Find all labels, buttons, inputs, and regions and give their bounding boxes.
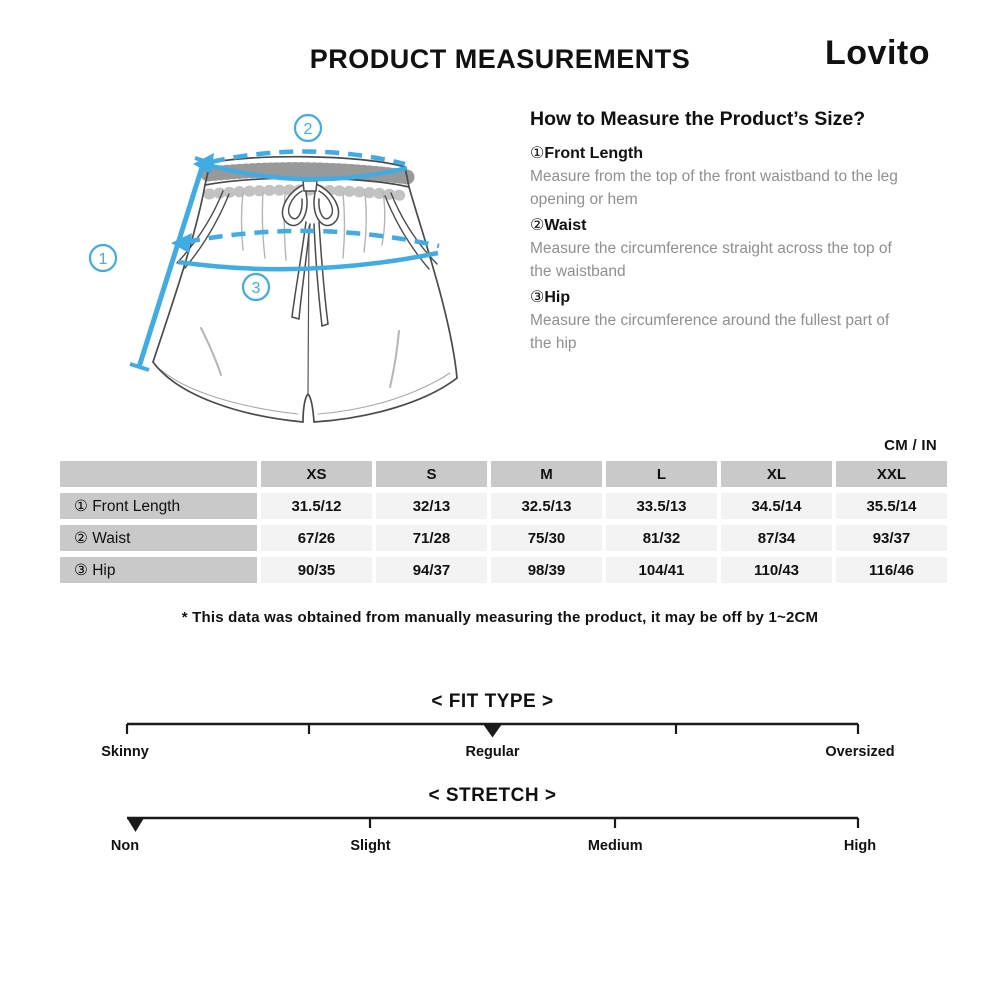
size-value-cell: 67/26: [261, 525, 372, 551]
center-seam: [308, 226, 309, 394]
item-label: Hip: [544, 289, 571, 306]
size-table: [56, 455, 951, 589]
table-row-front-length: [60, 493, 947, 519]
size-column-header: XL: [721, 461, 832, 487]
hip-solid-arc: [178, 253, 438, 269]
size-value-cell: 93/37: [836, 525, 947, 551]
scale-label-skinny: Skinny: [101, 744, 149, 760]
item-description: Measure from the top of the front waistband to the leg opening or hem: [530, 168, 898, 208]
shorts-diagram: [60, 100, 520, 440]
instruction-item: [530, 214, 915, 283]
scale-label-high: High: [843, 838, 877, 854]
item-number: ③: [530, 289, 545, 306]
size-value-cell: 35.5/14: [836, 493, 947, 519]
row-label: ① Front Length: [60, 493, 257, 519]
size-column-header: M: [491, 461, 602, 487]
measure-annotations: [90, 115, 439, 370]
item-label: Waist: [544, 217, 587, 234]
scale-label-slight: Slight: [350, 838, 391, 854]
size-value-cell: 87/34: [721, 525, 832, 551]
size-value-cell: 75/30: [491, 525, 602, 551]
instruction-item: [530, 142, 915, 211]
table-row-waist: [60, 525, 947, 551]
size-value-cell: 31.5/12: [261, 493, 372, 519]
marker-2: [295, 115, 321, 141]
size-column-header: XS: [261, 461, 372, 487]
size-value-cell: 94/37: [376, 557, 487, 583]
stretch-title: < STRETCH >: [428, 785, 557, 806]
hip-dashed-ellipse: [186, 231, 439, 246]
size-value-cell: 81/32: [606, 525, 717, 551]
fit-type-marker: [483, 724, 502, 738]
table-corner-cell: [60, 461, 257, 487]
size-column-header: S: [376, 461, 487, 487]
scale-label-regular: Regular: [465, 744, 520, 760]
item-description: Measure the circumference straight across the top of the waistband: [530, 240, 892, 280]
marker-1-number: 1: [98, 251, 108, 268]
size-value-cell: 33.5/13: [606, 493, 717, 519]
size-column-header: L: [606, 461, 717, 487]
fit-type-scale: [101, 691, 895, 764]
drawstring-bow: [282, 181, 338, 326]
leg-creases: [201, 328, 399, 387]
fit-type-scale-line: [125, 722, 860, 739]
row-label: ② Waist: [60, 525, 257, 551]
size-value-cell: 116/46: [836, 557, 947, 583]
fit-type-title: < FIT TYPE >: [431, 691, 554, 712]
scale-label-non: Non: [110, 838, 140, 854]
disclaimer-text: * This data was obtained from manually measuring the product, it may be off by 1~2CM: [181, 609, 819, 626]
size-value-cell: 104/41: [606, 557, 717, 583]
size-value-cell: 110/43: [721, 557, 832, 583]
how-to-measure-section: [530, 108, 930, 358]
item-number: ①: [530, 145, 545, 162]
item-number: ②: [530, 217, 545, 234]
marker-3: [243, 274, 269, 300]
row-label: ③ Hip: [60, 557, 257, 583]
size-value-cell: 90/35: [261, 557, 372, 583]
table-header-row: [60, 461, 947, 487]
how-to-measure-heading: How to Measure the Product’s Size?: [530, 108, 866, 130]
size-value-cell: 32/13: [376, 493, 487, 519]
size-value-cell: 32.5/13: [491, 493, 602, 519]
marker-3-number: 3: [251, 280, 261, 297]
inner-hem-line: [161, 370, 450, 414]
marker-1: [90, 245, 116, 271]
item-label: Front Length: [544, 145, 643, 162]
size-value-cell: 98/39: [491, 557, 602, 583]
brand-logo: Lovito: [825, 34, 930, 72]
stretch-marker: [127, 818, 144, 832]
unit-label: CM / IN: [884, 437, 937, 454]
size-column-header: XXL: [836, 461, 947, 487]
page-title: PRODUCT MEASUREMENTS: [309, 44, 691, 74]
stretch-scale-line: [125, 816, 860, 833]
instruction-item: [530, 286, 915, 355]
size-value-cell: 34.5/14: [721, 493, 832, 519]
scale-label-medium: Medium: [587, 838, 643, 854]
item-description: Measure the circumference around the fullest part of the hip: [530, 312, 890, 352]
size-value-cell: 71/28: [376, 525, 487, 551]
fabric-creases: [242, 192, 385, 260]
marker-2-number: 2: [303, 121, 313, 138]
waist-dashed-ellipse: [211, 151, 405, 164]
shorts-drawing: [153, 157, 457, 422]
scale-ticks: [370, 818, 858, 828]
table-row-hip: [60, 557, 947, 583]
stretch-scale: [110, 785, 877, 858]
scale-label-oversized: Oversized: [825, 744, 895, 760]
